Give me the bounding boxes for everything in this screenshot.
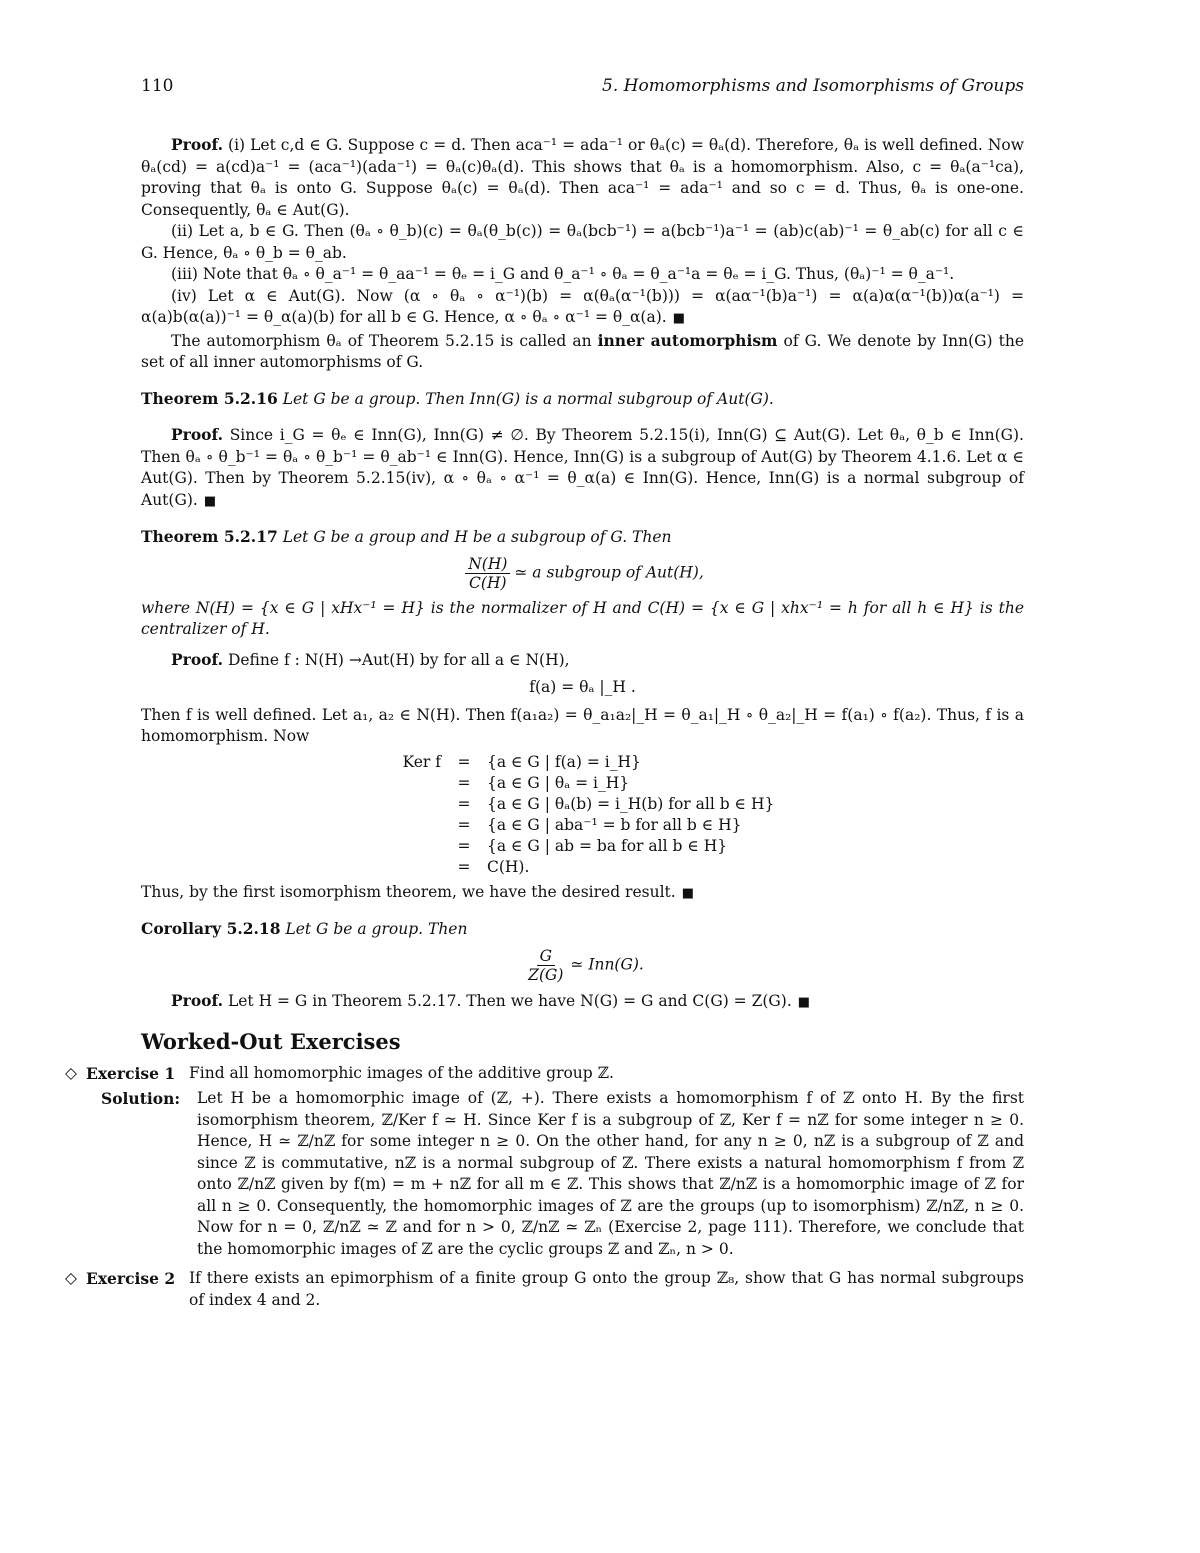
proof-5-2-17-after: Then f is well defined. Let a₁, a₂ ∈ N(H). Then f(a₁a₂) = θ_a₁a₂|_H = θ_a₁|_H ∘ θ_a₂|_H = f(a₁) ∘ f(a₂). Thus, f is a homomorphism. Now: [141, 705, 1024, 745]
theorem-label: Theorem 5.2.17: [141, 527, 278, 546]
proof-text: Define f : N(H) →Aut(H) by for all a ∈ N(H),: [227, 650, 570, 669]
kernel-expression: {a ∈ G | θₐ(b) = i_H(b) for all b ∈ H}: [487, 794, 775, 813]
proof-text: Thus, by the first isomorphism theorem, we have the desired result.: [141, 882, 676, 901]
page-header: [141, 76, 1024, 100]
diamond-icon: ◇: [65, 1063, 77, 1082]
page-body: [65, 134, 1024, 1311]
equals-sign: =: [457, 773, 471, 792]
equals-sign: =: [457, 752, 471, 771]
solution-1: [101, 1088, 1024, 1260]
theorem-5-2-17-display: [141, 555, 1024, 592]
fraction-denominator: Z(G): [528, 965, 564, 984]
proof-label: Proof.: [171, 990, 224, 1010]
proof-5-2-16: [141, 424, 1024, 512]
equals-sign: =: [457, 836, 471, 855]
proof-text: (i) Let c,d ∈ G. Suppose c = d. Then aca⁻¹ = ada⁻¹ or θₐ(c) = θₐ(d). Therefore, θₐ is well defined. Now θₐ(cd) = a(cd)a⁻¹ = (aca⁻¹)(ada⁻¹) = θₐ(c)θₐ(d). This shows that θₐ is a homomorphism. Also, c = θₐ(a⁻¹ca), proving that θₐ is onto G. Suppose θₐ(c) = θₐ(d). Then aca⁻¹ = ada⁻¹ and so c = d. Thus, θₐ is one-one. Consequently, θₐ ∈ Aut(G).: [141, 136, 1024, 219]
proof-5-2-15-part-i: [141, 134, 1024, 221]
fraction-numerator: G: [537, 947, 555, 966]
page-number: 110: [141, 76, 174, 96]
fraction-denominator: C(H): [469, 573, 507, 592]
kernel-label: Ker f: [402, 752, 441, 771]
corollary-statement: Let G be a group. Then: [285, 920, 468, 938]
corollary-display: [141, 947, 1024, 984]
kernel-row: [389, 815, 1024, 836]
qed-mark: ■: [797, 994, 811, 1010]
defined-term: inner automorphism: [597, 330, 778, 350]
display-rest: ≃ a subgroup of Aut(H),: [514, 563, 704, 581]
theorem-statement: Let G be a group. Then Inn(G) is a normal subgroup of Aut(G).: [282, 389, 774, 408]
exercise-text: If there exists an epimorphism of a finite group G onto the group ℤ₈, show that G has normal subgroups of index 4 and 2.: [189, 1269, 1024, 1309]
theorem-statement: Let G be a group and H be a subgroup of G. Then: [282, 528, 672, 546]
kernel-expression: {a ∈ G | f(a) = i_H}: [487, 752, 641, 771]
proof-text: Since i_G = θₑ ∈ Inn(G), Inn(G) ≠ ∅. By Theorem 5.2.15(i), Inn(G) ⊆ Aut(G). Let θₐ, θ_b ∈ Inn(G). Then θₐ ∘ θ_b⁻¹ = θₐ ∘ θ_b⁻¹ = θ_ab⁻¹ ∈ Inn(G). Hence, Inn(G) is a subgroup of Aut(G) by Theorem 4.1.6. Let α ∈ Aut(G). Then by Theorem 5.2.15(iv), α ∘ θₐ ∘ α⁻¹ = θ_α(a) ∈ Inn(G). Hence, Inn(G) is a normal subgroup of Aut(G).: [141, 426, 1024, 509]
theorem-5-2-16: [141, 388, 1024, 411]
solution-text: Let H be a homomorphic image of (ℤ, +). There exists a homomorphism f of ℤ onto H. By the first isomorphism theorem, ℤ/Ker f ≃ H. Since Ker f is a subgroup of ℤ, Ker f = nℤ for some integer n ≥ 0. Hence, H ≃ ℤ/nℤ for some integer n ≥ 0. On the other hand, for any n ≥ 0, nℤ is a subgroup of ℤ and since ℤ is commutative, nℤ is a normal subgroup of ℤ. There exists a natural homomorphism f from ℤ onto ℤ/nℤ given by f(m) = m + nℤ for all m ∈ ℤ. This shows that ℤ/nℤ is a homomorphic image of ℤ for all n ≥ 0. Consequently, the homomorphic images of ℤ are the groups (up to isomorphism) ℤ/nℤ, n ≥ 0. Now for n = 0, ℤ/nℤ ≃ ℤ and for n > 0, ℤ/nℤ ≃ ℤₙ (Exercise 2, page 111). Therefore, we conclude that the homomorphic images of ℤ are the cyclic groups ℤ and ℤₙ, n > 0.: [197, 1089, 1024, 1258]
inner-automorphism-definition: [141, 330, 1024, 374]
qed-mark: ■: [203, 493, 217, 509]
kernel-expression: {a ∈ G | aba⁻¹ = b for all b ∈ H}: [487, 815, 742, 834]
equals-sign: =: [457, 857, 471, 876]
kernel-row: [389, 794, 1024, 815]
proof-label: Proof.: [171, 425, 224, 444]
kernel-row: [389, 773, 1024, 794]
exercise-1: [65, 1063, 1024, 1085]
exercise-2: [65, 1268, 1024, 1311]
theorem-label: Theorem 5.2.16: [141, 388, 278, 408]
definition-text: of G. We denote by Inn(G) the set of all inner automorphisms of G.: [141, 331, 1024, 371]
proof-5-2-17-conclusion: [141, 882, 1024, 905]
kernel-derivation: [389, 752, 1024, 878]
proof-label: Proof.: [171, 135, 224, 154]
kernel-expression: {a ∈ G | ab = ba for all b ∈ H}: [487, 836, 728, 855]
equals-sign: =: [457, 794, 471, 813]
proof-5-2-15-part-iii: (iii) Note that θₐ ∘ θ_a⁻¹ = θ_aa⁻¹ = θₑ = i_G and θ_a⁻¹ ∘ θₐ = θ_a⁻¹a = θₑ = i_G. Thus, (θₐ)⁻¹ = θ_a⁻¹.: [171, 265, 955, 283]
fraction: [465, 555, 510, 592]
exercise-text: Find all homomorphic images of the additive group ℤ.: [189, 1063, 614, 1082]
proof-text: Let H = G in Theorem 5.2.17. Then we have N(G) = G and C(G) = Z(G).: [227, 991, 792, 1010]
theorem-5-2-17: [141, 526, 1024, 549]
exercise-label: Exercise 2: [86, 1269, 176, 1288]
corollary-5-2-18: [141, 918, 1024, 941]
proof-5-2-18: [141, 990, 1024, 1014]
exercise-label: Exercise 1: [86, 1063, 176, 1083]
diamond-icon: ◇: [65, 1269, 77, 1287]
proof-text: (iv) Let α ∈ Aut(G). Now (α ∘ θₐ ∘ α⁻¹)(b) = α(θₐ(α⁻¹(b))) = α(aα⁻¹(b)a⁻¹) = α(a)α(α⁻¹(b))α(a⁻¹) = α(a)b(α(a))⁻¹ = θ_α(a)(b) for all b ∈ G. Hence, α ∘ θₐ ∘ α⁻¹ = θ_α(a).: [141, 286, 1024, 326]
qed-mark: ■: [672, 311, 685, 326]
proof-5-2-17-display: f(a) = θₐ |_H .: [529, 678, 636, 696]
kernel-row: [389, 836, 1024, 857]
definition-text: The automorphism θₐ of Theorem 5.2.15 is called an: [171, 331, 598, 350]
fraction-numerator: N(H): [465, 555, 510, 574]
kernel-row: [389, 752, 1024, 773]
proof-label: Proof.: [171, 649, 224, 669]
section-title: Worked-Out Exercises: [141, 1029, 401, 1054]
kernel-expression: C(H).: [487, 857, 530, 876]
theorem-5-2-17-where: where N(H) = {x ∈ G | xHx⁻¹ = H} is the normalizer of H and C(H) = {x ∈ G | xhx⁻¹ = h for all h ∈ H} is the centralizer of H.: [141, 598, 1024, 638]
kernel-expression: {a ∈ G | θₐ = i_H}: [487, 773, 630, 792]
solution-label: Solution:: [101, 1089, 181, 1108]
fraction: [525, 947, 566, 984]
proof-5-2-15-part-ii: (ii) Let a, b ∈ G. Then (θₐ ∘ θ_b)(c) = θₐ(θ_b(c)) = θₐ(bcb⁻¹) = a(bcb⁻¹)a⁻¹ = (ab)c(ab)⁻¹ = θ_ab(c) for all c ∈ G. Hence, θₐ ∘ θ_b = θ_ab.: [141, 222, 1024, 262]
equals-sign: =: [457, 815, 471, 834]
corollary-label: Corollary 5.2.18: [141, 919, 281, 938]
qed-mark: ■: [681, 885, 694, 901]
proof-5-2-17-intro: [141, 649, 1024, 672]
running-title: 5. Homomorphisms and Isomorphisms of Groups: [602, 76, 1024, 96]
proof-5-2-15-part-iv: [141, 286, 1024, 330]
display-rest: ≃ Inn(G).: [570, 955, 644, 973]
kernel-row: [389, 857, 1024, 878]
